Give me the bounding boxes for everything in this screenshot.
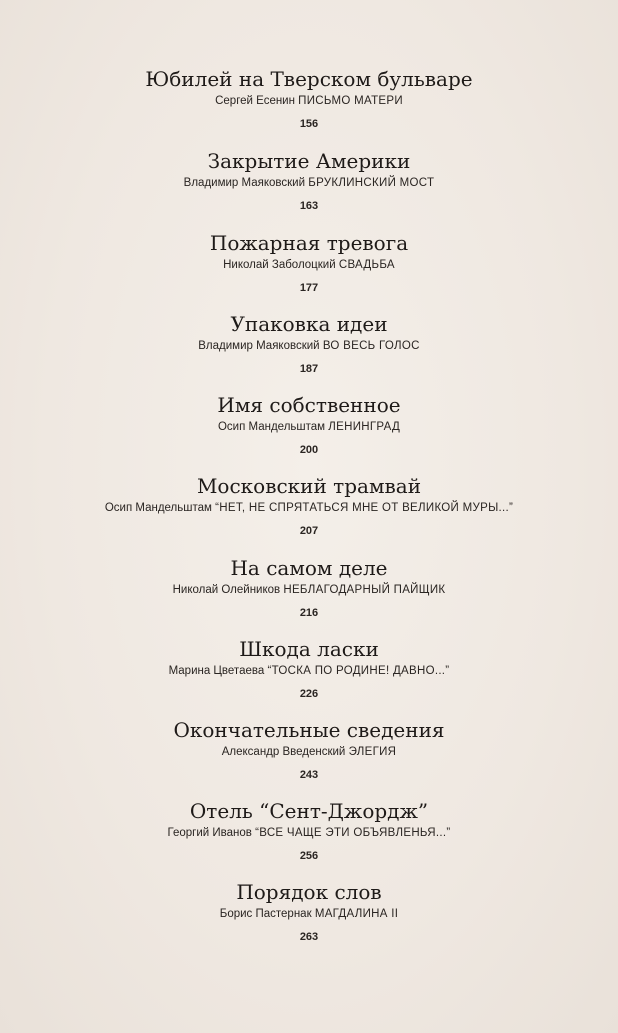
entry-author: Марина Цветаева [168, 665, 265, 677]
entry-page-number: 177 [299, 282, 319, 294]
entry-title: На самом деле [230, 556, 388, 580]
entry-byline [0, 501, 618, 515]
entry-work: “ВСЕ ЧАЩЕ ЭТИ ОБЪЯВЛЕНЬЯ...” [255, 827, 451, 839]
entry-work: “ТОСКА ПО РОДИНЕ! ДАВНО...” [267, 665, 450, 677]
entry-page-number: 243 [299, 769, 319, 781]
entry-title: Закрытие Америки [207, 149, 411, 173]
entry-title: Отель “Сент-Джордж” [189, 799, 429, 823]
entry-byline [0, 583, 618, 597]
entry-page-number: 187 [299, 363, 319, 375]
entry-work: ПИСЬМО МАТЕРИ [298, 95, 403, 107]
entry-byline [0, 94, 618, 108]
entry-byline [0, 258, 618, 272]
entry-title: Шкода ласки [239, 637, 379, 661]
entry-title: Имя собственное [217, 393, 401, 417]
entry-author: Борис Пастернак [219, 908, 312, 920]
entry-byline [0, 339, 618, 353]
entry-author: Георгий Иванов [167, 827, 252, 839]
entry-work: ВО ВЕСЬ ГОЛОС [322, 340, 420, 352]
entry-title: Пожарная тревога [209, 231, 409, 255]
entry-author: Николай Заболоцкий [223, 259, 336, 271]
entry-author: Александр Введенский [221, 746, 346, 758]
entry-title: Московский трамвай [196, 474, 422, 498]
entry-page-number: 226 [299, 688, 319, 700]
entry-title: Окончательные сведения [173, 718, 445, 742]
entry-page-number: 263 [299, 931, 319, 943]
entry-title: Юбилей на Тверском бульваре [145, 67, 473, 91]
entry-work: БРУКЛИНСКИЙ МОСТ [308, 177, 435, 189]
entry-work: ЛЕНИНГРАД [328, 421, 401, 433]
entry-page-number: 216 [299, 607, 319, 619]
entry-byline [0, 745, 618, 759]
entry-work: “НЕТ, НЕ СПРЯТАТЬСЯ МНЕ ОТ ВЕЛИКОЙ МУРЫ...” [215, 502, 514, 514]
entry-title: Порядок слов [236, 880, 382, 904]
entry-page-number: 156 [299, 118, 319, 130]
entry-author: Николай Олейников [172, 584, 281, 596]
entry-work: СВАДЬБА [338, 259, 395, 271]
entry-byline [0, 907, 618, 921]
entry-author: Сергей Есенин [215, 95, 295, 107]
entry-page-number: 256 [299, 850, 319, 862]
entry-byline [0, 826, 618, 840]
entry-author: Осип Мандельштам [217, 421, 326, 433]
entry-author: Владимир Маяковский [183, 177, 306, 189]
entry-page-number: 207 [299, 525, 319, 537]
entry-byline [0, 176, 618, 190]
entry-work: МАГДАЛИНА II [314, 908, 399, 920]
entry-title: Упаковка идеи [230, 312, 388, 336]
entry-work: ЭЛЕГИЯ [348, 746, 397, 758]
entry-byline [0, 420, 618, 434]
entry-page-number: 200 [299, 444, 319, 456]
entry-page-number: 163 [299, 200, 319, 212]
entry-author: Осип Мандельштам [104, 502, 212, 514]
entry-work: НЕБЛАГОДАРНЫЙ ПАЙЩИК [283, 584, 446, 596]
entry-byline [0, 664, 618, 678]
entry-author: Владимир Маяковский [198, 340, 320, 352]
